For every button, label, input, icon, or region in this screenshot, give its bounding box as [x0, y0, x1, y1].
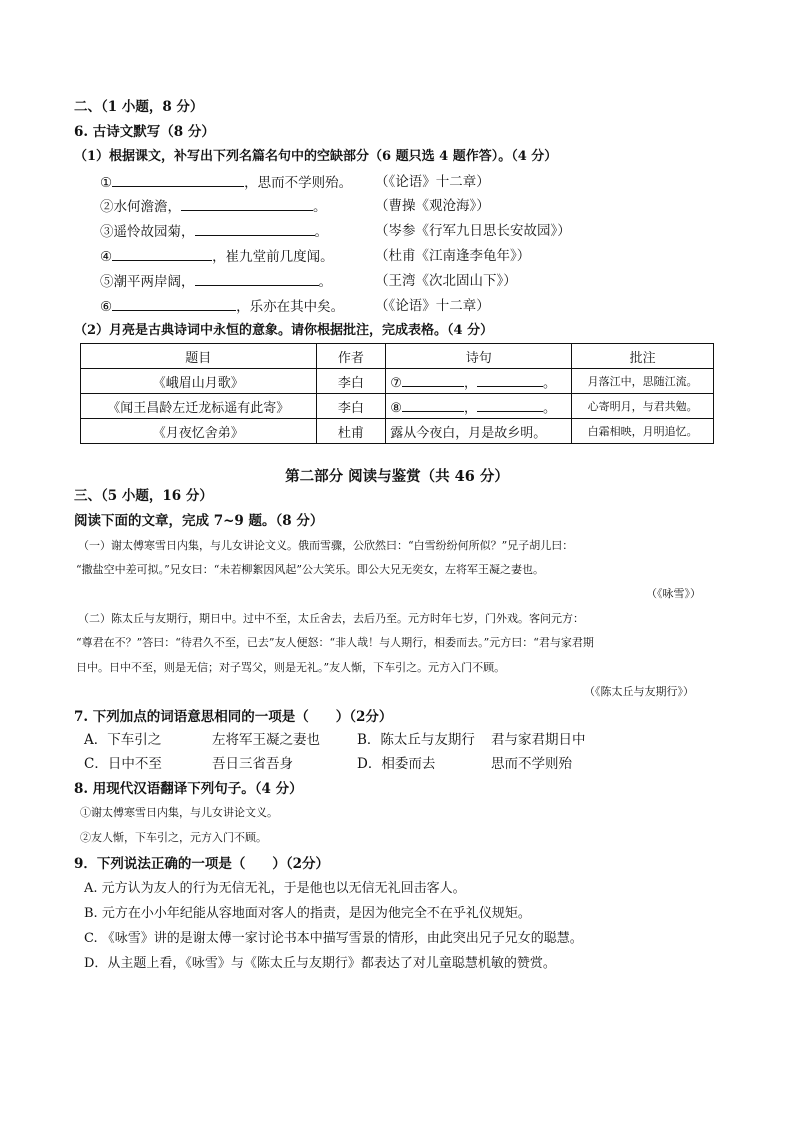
table-header-cell: 题目	[81, 344, 317, 369]
passage-1-line: “撒盐空中差可拟。”兄女曰：“未若柳絮因风起”公大笑乐。即公大兄无奕女，左将军王凝之妻也。	[76, 563, 544, 576]
fill-item-number: ④	[100, 249, 113, 265]
table-row	[81, 369, 714, 394]
fill-item-4	[100, 247, 334, 266]
answer-blank[interactable]	[195, 272, 319, 286]
section-2-header: 二、（1 小题，8 分）	[74, 99, 204, 115]
fill-item-4-source: （杜甫《江南逢李龟年》）	[375, 248, 531, 264]
fill-item-text: 。	[318, 274, 332, 290]
fill-item-5-source: （王湾《次北固山下》）	[375, 273, 517, 289]
fill-item-number: ③	[100, 224, 114, 240]
table-header-cell: 作者	[316, 344, 386, 369]
fill-item-number: ⑥	[100, 299, 113, 315]
q7-option-a[interactable]	[84, 731, 161, 749]
table-row	[81, 419, 714, 444]
fill-item-1-source: （《论语》十二章）	[375, 174, 490, 190]
q7-option-a-compare: 左将军王凝之妻也	[212, 732, 320, 748]
fill-item-text: ，乐亦在其中矣。	[236, 299, 345, 315]
q7-option-b-compare: 君与家君期日中	[491, 732, 586, 748]
q7-option-c-compare: 吾日三省吾身	[212, 756, 293, 772]
answer-blank[interactable]	[112, 297, 236, 311]
table-header-cell: 批注	[572, 344, 714, 369]
passage-1-source: （《咏雪》）	[646, 587, 701, 600]
answer-blank[interactable]	[477, 398, 543, 412]
fill-item-6-source: （《论语》十二章）	[375, 298, 490, 314]
fill-item-text: ，崔九堂前几度闻。	[212, 249, 334, 265]
q8-item-1: ①谢太傅寒雪日内集，与儿女讲论文义。	[80, 806, 278, 819]
fill-item-text: 水何澹澹，	[113, 199, 181, 215]
poem-verse: 露从今夜白，月是故乡明。	[386, 419, 572, 444]
answer-blank[interactable]	[112, 247, 212, 261]
fill-item-3	[100, 222, 328, 241]
q8-item-2: ②友人惭，下车引之，元方入门不顾。	[80, 831, 267, 844]
table-row	[81, 394, 714, 419]
passage-2-line: （二）陈太丘与友期行，期日中。过中不至，太丘舍去，去后乃至。元方时年七岁，门外戏。客问元方：	[78, 612, 584, 625]
question-6-2-instruction: （2）月亮是古典诗词中永恒的意象。请你根据批注，完成表格。（4 分）	[74, 323, 494, 338]
poem-title: 《峨眉山月歌》	[81, 369, 317, 394]
option-text: A．下车引之	[84, 732, 162, 748]
passage-2-line: 日中。日中不至，则是无信；对子骂父，则是无礼。”友人惭，下车引之。元方入门不顾。	[76, 661, 506, 674]
question-6-1-instruction: （1）根据课文，补写出下列名篇名句中的空缺部分（6 题只选 4 题作答）。（4 分）	[74, 149, 558, 164]
q9-option-d[interactable]: D．从主题上看，《咏雪》与《陈太丘与友期行》都表达了对儿童聪慧机敏的赞赏。	[84, 956, 556, 971]
answer-blank[interactable]	[402, 398, 464, 412]
q7-option-d[interactable]: D．相委而去	[357, 756, 436, 772]
fill-item-3-source: （岑参《行军九日思长安故园》）	[375, 223, 571, 239]
section-3-header: 三、（5 小题，16 分）	[74, 488, 213, 504]
poem-title: 《月夜忆舍弟》	[81, 419, 317, 444]
poem-author: 李白	[316, 369, 386, 394]
answer-blank[interactable]	[402, 373, 464, 387]
blank-number: ⑦	[390, 375, 402, 391]
question-6-title: 6. 古诗文默写（8 分）	[74, 124, 215, 140]
fill-item-text: ，思而不学则殆。	[244, 175, 353, 191]
poem-verse-cell: ⑦ ， 。	[386, 369, 572, 394]
fill-item-number: ⑤	[100, 274, 114, 290]
answer-blank[interactable]	[112, 173, 244, 187]
fill-item-number: ①	[100, 175, 113, 191]
poem-author: 杜甫	[316, 419, 386, 444]
passage-2-source: （《陈太丘与友期行》）	[584, 685, 694, 698]
q9-option-c[interactable]: C. 《咏雪》讲的是谢太傅一家讨论书本中描写雪景的情形，由此突出兄子兄女的聪慧。	[84, 931, 583, 946]
table-header-cell: 诗句	[386, 344, 572, 369]
answer-blank[interactable]	[195, 222, 315, 236]
fill-item-5	[100, 272, 332, 291]
fill-item-text: 。	[313, 199, 327, 215]
q7-option-c[interactable]: C．日中不至	[84, 756, 162, 772]
q7-option-b[interactable]: B．陈太丘与友期行	[357, 732, 475, 748]
fill-item-text: 遥怜故园菊，	[113, 224, 195, 240]
question-8: 8. 用现代汉语翻译下列句子。（4 分）	[74, 781, 303, 797]
poem-note: 月落江中，思随江流。	[572, 369, 714, 394]
poem-title: 《闻王昌龄左迁龙标遥有此寄》	[81, 394, 317, 419]
fill-item-text: 潮平两岸阔，	[113, 274, 195, 290]
reading-instruction: 阅读下面的文章，完成 7~9 题。（8 分）	[74, 513, 324, 529]
passage-1-line: （一）谢太傅寒雪日内集，与儿女讲论文义。俄而雪骤，公欣然曰：“白雪纷纷何所似？”兄子胡儿曰：	[78, 539, 574, 552]
part-2-title: 第二部分 阅读与鉴赏（共 46 分）	[285, 468, 509, 485]
fill-item-6	[100, 297, 344, 316]
fill-item-number: ②	[100, 199, 114, 215]
poem-verse-cell: ⑧ ， 。	[386, 394, 572, 419]
answer-blank[interactable]	[477, 373, 543, 387]
question-9: 9．下列说法正确的一项是（ ）（2分）	[74, 856, 330, 872]
answer-blank[interactable]	[181, 197, 313, 211]
fill-item-2-source: （曹操《观沧海》）	[375, 198, 490, 214]
poetry-table	[80, 343, 714, 444]
table-header-row	[81, 344, 714, 369]
q9-option-a[interactable]: A. 元方认为友人的行为无信无礼，于是他也以无信无礼回击客人。	[84, 881, 466, 896]
fill-item-text: 。	[314, 224, 328, 240]
poem-note: 白霜相映，月明追忆。	[572, 419, 714, 444]
fill-item-2	[100, 197, 327, 216]
blank-number: ⑧	[390, 400, 402, 416]
q7-option-d-compare: 思而不学则殆	[491, 756, 572, 772]
poem-note: 心寄明月，与君共勉。	[572, 394, 714, 419]
fill-item-1	[100, 173, 352, 192]
q9-option-b[interactable]: B. 元方在小小年纪能从容地面对客人的指责，是因为他完全不在乎礼仪规矩。	[84, 906, 531, 921]
question-7: 7. 下列加点的词语意思相同的一项是（ ）（2分）	[74, 709, 393, 725]
poem-author: 李白	[316, 394, 386, 419]
passage-2-line: “尊君在不？”答曰：“待君久不至，已去”友人便怒：“非人哉！与人期行，相委而去。”元方曰：“君与家君期	[76, 636, 594, 649]
